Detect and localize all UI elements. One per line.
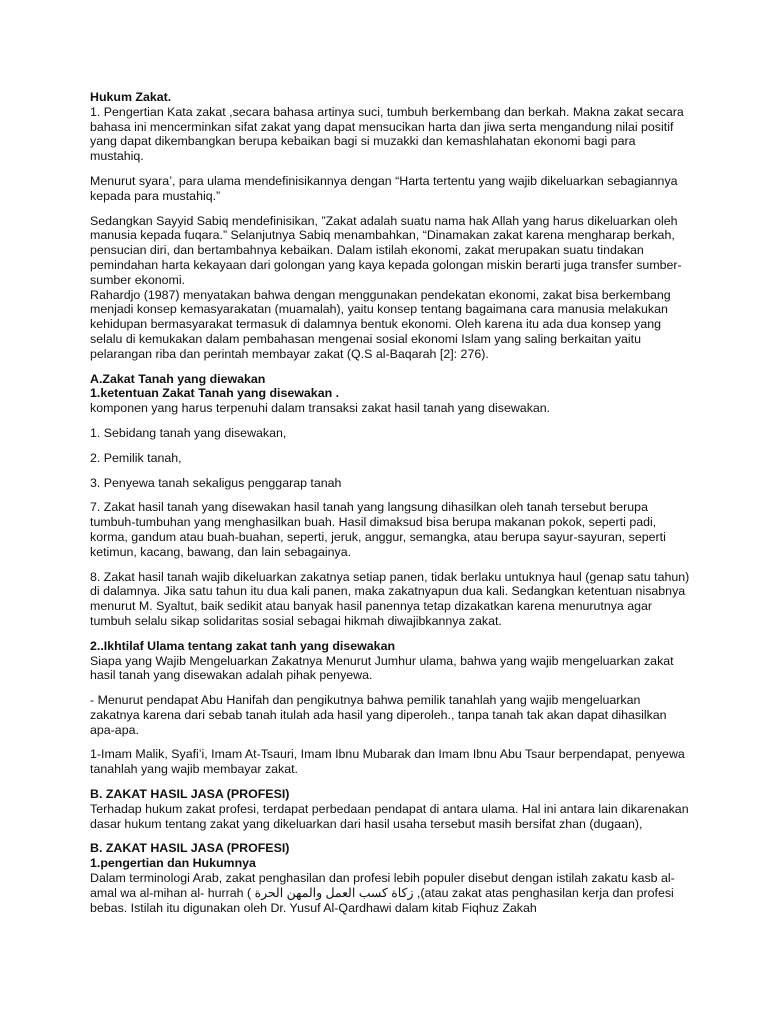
- section-heading-a: A.Zakat Tanah yang diewakan: [90, 371, 266, 386]
- paragraph-imam-malik: 1-Imam Malik, Syafi’i, Imam At-Tsauri, Imam Ibnu Mubarak dan Imam Ibnu Abu Tsaur berpendapat, penyewa tanahlah yang wajib membayar zakat.: [90, 747, 685, 777]
- paragraph-jumhur: Siapa yang Wajib Mengeluarkan Zakatnya Menurut Jumhur ulama, bahwa yang wajib mengeluarkan zakat hasil tanah yang disewakan adalah pihak penyewa.: [90, 653, 674, 683]
- paragraph-zakat-profesi: Terhadap hukum zakat profesi, terdapat perbedaan pendapat di antara ulama. Hal ini antara lain dikarenakan dasar hukum tentang zakat yang dikeluarkan dari hasil usaha tersebut masih bersifat zhan (dugaan),: [90, 801, 689, 831]
- list-item-3: 3. Penyewa tanah sekaligus penggarap tanah: [90, 475, 342, 490]
- paragraph-point-8: 8. Zakat hasil tanah wajib dikeluarkan zakatnya setiap panen, tidak berlaku untuknya haul (genap satu tahun) di dalamnya. Jika satu tahun itu dua kali panen, maka zakatnyapun dua kali. Sedangkan ketentuan nisabnya menurut M. Syaltut, baik sedikit atau banyak hasil panennya tetap dizakatkan karena menurutnya agar tumbuh selalu sikap solidaritas sosial sebagai hikmah diwajibkannya zakat.: [90, 569, 690, 628]
- paragraph-syara: Menurut syara’, para ulama mendefinisikannya dengan “Harta tertentu yang wajib dikeluarkan sebagiannya kepada para mustahiq.”: [90, 173, 678, 203]
- terminologi-text-start: Dalam terminologi Arab, zakat penghasilan dan profesi lebih populer disebut dengan istilah zakatu kasb al-amal wa al-mihan al- hurrah (: [90, 871, 675, 900]
- arabic-term: زكاة كسب العمل والمهن الحرة: [254, 885, 414, 900]
- subheading-pengertian: 1.pengertian dan Hukumnya: [90, 856, 256, 871]
- terminologi-text-end: ,(atau zakat atas penghasilan kerja dan profesi bebas. Istilah itu digunakan oleh Dr. Yusuf Al-Qardhawi dalam kitab Fiqhuz Zakah: [90, 885, 674, 915]
- paragraph-abu-hanifah: - Menurut pendapat Abu Hanifah dan pengikutnya bahwa pemilik tanahlah yang wajib mengeluarkan zakatnya karena dari sebab tanah itulah ada hasil yang diperoleh., tanpa tanah tak akan dapat dihasilkan apa-apa.: [90, 693, 667, 737]
- section-heading-b2: B. ZAKAT HASIL JASA (PROFESI): [90, 841, 290, 856]
- paragraph-point-7: 7. Zakat hasil tanah yang disewakan hasil tanah yang langsung dihasilkan oleh tanah tersebut berupa tumbuh-tumbuhan yang menghasilkan buah. Hasil dimaksud bisa berupa makanan pokok, seperti padi, korma, gandum atau buah-buahan, seperti, jeruk, anggur, semangka, atau berupa sayur-sayuran, seperti ketimun, kacang, bawang, dan lain sebagainya.: [90, 500, 666, 559]
- list-item-2: 2. Pemilik tanah,: [90, 450, 182, 465]
- paragraph-rahardjo: Rahardjo (1987) menyatakan bahwa dengan menggunakan pendekatan ekonomi, zakat bisa berkembang menjadi konsep kemasyarakatan (muamalah), yaitu konsep tentang bagaimana cara manusia melakukan kehidupan bermasyarakat termasuk di dalamnya bentuk ekonomi. Oleh karena itu ada dua konsep yang selalu di kemukakan dalam pembahasan mengenai sosial ekonomi Islam yang saling berkaitan yaitu pelarangan riba dan perintah membayar zakat (Q.S al-Baqarah [2]: 276).: [90, 287, 671, 361]
- document-page: [90, 90, 690, 915]
- list-item-1: 1. Sebidang tanah yang disewakan,: [90, 425, 287, 440]
- subheading-ikhtilaf: 2..Ikhtilaf Ulama tentang zakat tanh yang disewakan: [90, 638, 396, 653]
- document-title: Hukum Zakat.: [90, 90, 172, 104]
- subheading-a1: 1.ketentuan Zakat Tanah yang disewakan .: [90, 386, 340, 401]
- paragraph-terminologi: [90, 871, 690, 915]
- section-heading-b1: B. ZAKAT HASIL JASA (PROFESI): [90, 787, 290, 802]
- paragraph-definition: 1. Pengertian Kata zakat ,secara bahasa artinya suci, tumbuh berkembang dan berkah. Makna zakat secara bahasa ini mencerminkan sifat zakat yang dapat mensucikan harta dan jiwa serta mengandung nilai positif yang dapat dikembangkan berupa kebaikan bagi si muzakki dan kemashlahatan ekonomi bagi para mustahiq.: [90, 104, 684, 164]
- paragraph-komponen: komponen yang harus terpenuhi dalam transaksi zakat hasil tanah yang disewakan.: [90, 401, 551, 416]
- paragraph-sayyid-sabiq: Sedangkan Sayyid Sabiq mendefinisikan, ”Zakat adalah suatu nama hak Allah yang harus dikeluarkan oleh manusia kepada fuqara.” Selanjutnya Sabiq menambahkan, “Dinamakan zakat karena mengharap berkah, pensucian diri, dan bertambahnya kebaikan. Dalam istilah ekonomi, zakat merupakan suatu tindakan pemindahan harta kekayaan dari golongan yang kaya kepada golongan miskin berarti juga transfer sumber-sumber ekonomi.: [90, 213, 682, 287]
